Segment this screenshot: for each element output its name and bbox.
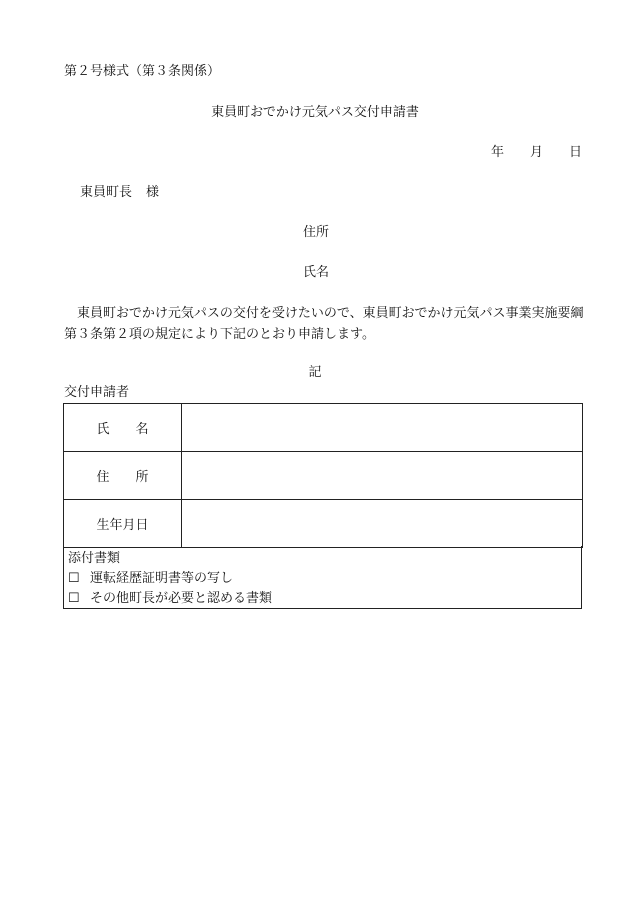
attachments-title: 添付書類 xyxy=(68,551,121,566)
ki-heading: 記 xyxy=(308,365,322,380)
attachments-box xyxy=(63,546,582,609)
row-label-name: 氏 名 xyxy=(64,404,182,452)
addressee xyxy=(80,185,159,201)
addressee-honorific: 様 xyxy=(146,185,160,200)
document-title: 東員町おでかけ元気パス交付申請書 xyxy=(211,105,419,120)
table-row xyxy=(64,452,583,500)
applicant-address-label: 住所 xyxy=(303,225,330,240)
form-number: 第２号様式（第３条関係） xyxy=(64,64,221,79)
applicant-table xyxy=(63,403,583,548)
name-value-field[interactable] xyxy=(182,404,583,452)
application-statement: 東員町おでかけ元気パスの交付を受けたいので、東員町おでかけ元気パス事業実施要綱第３条第２項の規定により下記のとおり申請します。 xyxy=(64,306,584,342)
addressee-name: 東員町長 xyxy=(80,185,133,200)
table-row xyxy=(64,500,583,548)
checkbox-icon[interactable]: ☐ xyxy=(68,591,80,606)
checkbox-icon[interactable]: ☐ xyxy=(68,571,80,586)
attachment-item xyxy=(68,589,581,609)
date-year-label: 年 xyxy=(490,145,504,160)
date-month-label: 月 xyxy=(529,145,543,160)
attachment-item xyxy=(68,569,581,589)
applicant-section-label: 交付申請者 xyxy=(64,385,130,400)
applicant-name-label: 氏名 xyxy=(303,265,330,280)
date-day-label: 日 xyxy=(568,145,582,160)
attachment-item-label: 運転経歴証明書等の写し xyxy=(90,571,234,586)
address-value-field[interactable] xyxy=(182,452,583,500)
attachment-item-label: その他町長が必要と認める書類 xyxy=(90,591,273,606)
birthdate-value-field[interactable] xyxy=(182,500,583,548)
row-label-address: 住 所 xyxy=(64,452,182,500)
row-label-birthdate: 生年月日 xyxy=(64,500,182,548)
table-row xyxy=(64,404,583,452)
date-line xyxy=(465,145,582,161)
